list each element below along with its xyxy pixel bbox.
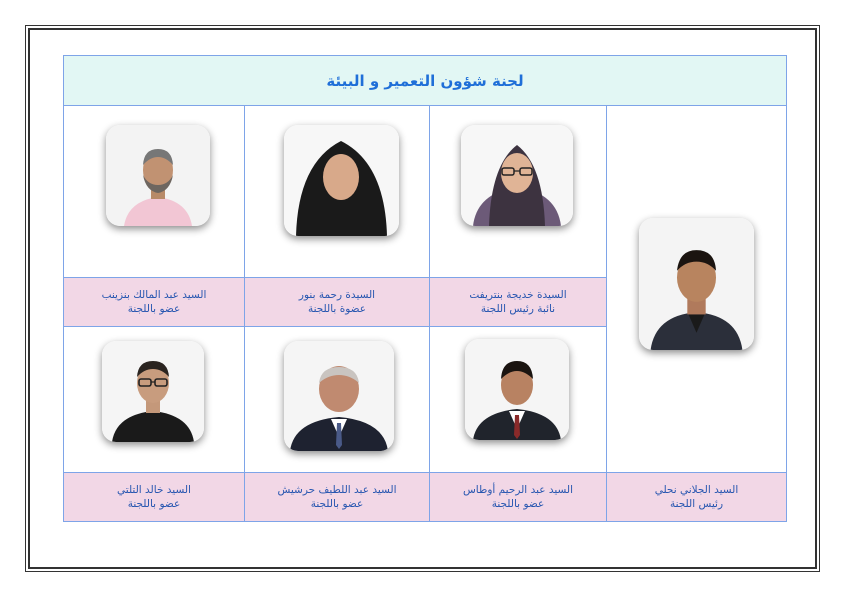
member-name: السيدة رحمة بنور: [298, 289, 376, 301]
member-name: السيد عبد المالك بنزينب: [101, 289, 207, 301]
member-photo: [102, 341, 204, 442]
portrait-man-glasses: [102, 341, 204, 442]
member-caption: [430, 473, 606, 521]
member-name: السيد عبد الرحيم أوطاس: [462, 484, 574, 496]
member-caption: [64, 278, 244, 326]
portrait-woman-scarf: [461, 125, 573, 226]
grid-divider: [606, 105, 607, 521]
member-role: رئيس اللجنة: [669, 498, 724, 510]
member-photo: [284, 341, 394, 451]
member-photo: [465, 339, 569, 440]
member-role: نائبة رئيس اللجنة: [480, 303, 556, 315]
member-caption: [245, 278, 429, 326]
member-caption: [607, 473, 786, 521]
member-role: عضو باللجنة: [127, 303, 181, 315]
member-caption: [64, 473, 244, 521]
member-caption: [430, 278, 606, 326]
member-name: السيد عبد اللطيف حرشيش: [277, 484, 397, 496]
member-role: عضو باللجنة: [127, 498, 181, 510]
portrait-man-tie: [465, 339, 569, 440]
member-role: عضو باللجنة: [310, 498, 364, 510]
member-name: السيد الجلاني نحلي: [654, 484, 739, 496]
member-caption: [245, 473, 429, 521]
member-role: عضوة باللجنة: [307, 303, 366, 315]
member-name: السيد خالد التلتي: [117, 484, 191, 496]
member-role: عضو باللجنة: [491, 498, 545, 510]
member-photo: [106, 125, 210, 226]
member-photo: [461, 125, 573, 226]
portrait-older-man: [284, 341, 394, 451]
committee-table: [63, 55, 787, 522]
member-photo: [639, 218, 754, 350]
member-photo: [284, 125, 399, 236]
portrait-man-suit: [639, 218, 754, 350]
portrait-man-beard: [106, 125, 210, 226]
committee-title: لجنة شؤون التعمير و البيئة: [64, 56, 786, 106]
member-name: السيدة خديجة بنتريفت: [469, 289, 567, 301]
portrait-woman-black-scarf: [284, 125, 399, 236]
grid-divider: [64, 326, 606, 327]
